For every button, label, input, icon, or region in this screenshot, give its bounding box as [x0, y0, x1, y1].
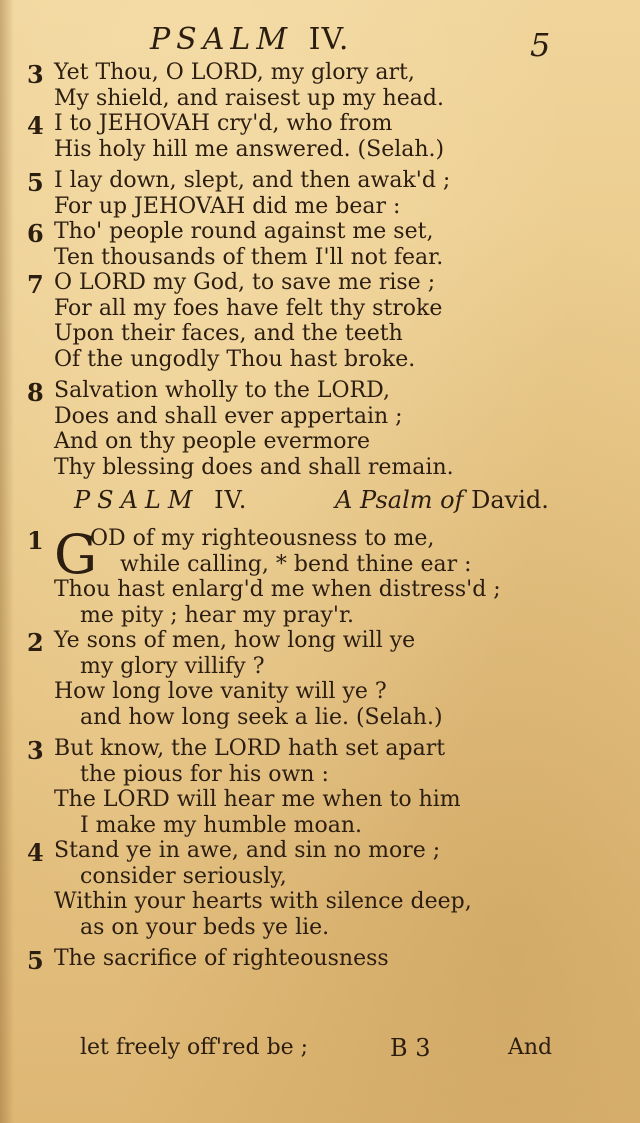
verse-line	[0, 270, 640, 299]
running-title: PSALM	[150, 22, 294, 57]
section-title	[74, 480, 247, 520]
verse-text: Thy blessing does and shall remain.	[54, 454, 454, 480]
verse-line	[0, 378, 640, 407]
verse-text: the pious for his own :	[80, 761, 329, 787]
verse-line	[0, 219, 640, 248]
verse-text: as on your beds ye lie.	[80, 914, 330, 940]
verse-text: Thou hast enlarg'd me when distress'd ;	[54, 577, 501, 602]
verse-text: Stand ye in awe, and sin no more ;	[54, 838, 441, 863]
verse-text: my glory villify ?	[80, 653, 265, 679]
verse-number: 5	[27, 168, 44, 197]
drop-cap: G	[54, 523, 98, 586]
running-number: IV.	[308, 22, 350, 57]
verse-text: I make my humble moan.	[80, 812, 363, 838]
verse-line	[0, 838, 640, 867]
verse-line	[0, 429, 640, 455]
section-title-word: PSALM	[74, 486, 200, 514]
verse-number: 8	[27, 378, 44, 407]
verse-number: 6	[27, 219, 44, 248]
verse-text: His holy hill me answered. (Selah.)	[54, 136, 445, 162]
verse-number: 3	[27, 60, 44, 89]
verse-text: I lay down, slept, and then awak'd ;	[54, 168, 451, 193]
verse-number: 5	[27, 946, 44, 975]
verse-line	[0, 168, 640, 197]
verse-text: But know, the LORD hath set apart	[54, 736, 446, 761]
verse-line	[0, 194, 640, 220]
verse-text: me pity ; hear my pray'r.	[80, 602, 355, 628]
verse-text: Of the ungodly Thou hast broke.	[54, 346, 416, 372]
verse-text: Tho' people round against me set,	[54, 219, 434, 244]
verse-text: How long love vanity will ye ?	[54, 679, 387, 704]
verse-line	[0, 813, 640, 839]
verse-text: O LORD my God, to save me rise ;	[54, 270, 436, 295]
catchword: And	[508, 1035, 553, 1060]
verse-line	[0, 736, 640, 765]
verse-line	[0, 404, 640, 430]
verse-line	[0, 86, 640, 112]
verse-text: And on thy people evermore	[54, 429, 371, 454]
subtitle-italic: A Psalm of	[335, 486, 464, 514]
verse-line	[0, 654, 640, 680]
verse-line	[0, 111, 640, 140]
verse-text: consider seriously,	[80, 863, 287, 889]
page-footer	[0, 1033, 640, 1063]
verse-text: The sacrifice of righteousness	[54, 946, 389, 971]
verse-number: 2	[27, 628, 44, 657]
verse-text: I to JEHOVAH cry'd, who from	[54, 111, 393, 136]
verse-line	[0, 552, 640, 578]
verse-number: 4	[27, 111, 44, 140]
verse-text: and how long seek a lie. (Selah.)	[80, 704, 443, 730]
subtitle-roman: David.	[471, 486, 549, 514]
verse-line	[0, 864, 640, 890]
verse-line	[0, 60, 640, 89]
verse-text: For up JEHOVAH did me bear :	[54, 193, 401, 219]
signature-mark: B 3	[390, 1034, 431, 1062]
section-number: IV.	[214, 486, 248, 514]
verse-line	[0, 296, 640, 322]
verse-text: Ye sons of men, how long will ye	[54, 628, 416, 653]
verse-line	[0, 787, 640, 813]
verse-line	[0, 321, 640, 347]
verse-text: while calling, * bend thine ear :	[120, 551, 472, 577]
verse-text: Yet Thou, O LORD, my glory art,	[54, 60, 415, 85]
verse-text: Within your hearts with silence deep,	[54, 889, 472, 914]
section-heading	[0, 480, 640, 520]
section-subtitle	[335, 480, 549, 520]
verse-line	[0, 946, 640, 975]
verse-text: Does and shall ever appertain ;	[54, 403, 403, 429]
verse-line	[0, 705, 640, 731]
verse-line	[0, 679, 640, 705]
page-header	[0, 20, 640, 64]
page-number: 5	[530, 26, 551, 64]
verse-line	[0, 245, 640, 271]
verse-text: My shield, and raisest up my head.	[54, 85, 444, 111]
verse-line	[0, 603, 640, 629]
verse-line	[0, 762, 640, 788]
verse-line	[0, 577, 640, 603]
verse-line	[0, 455, 640, 481]
verse-line	[0, 347, 640, 373]
verse-number: 3	[27, 736, 44, 765]
verse-text: Upon their faces, and the teeth	[54, 321, 403, 346]
verse-text: Salvation wholly to the LORD,	[54, 378, 390, 403]
verse-number: 1	[27, 526, 44, 555]
running-head	[150, 22, 349, 57]
verse-line	[0, 628, 640, 657]
verse-line	[0, 137, 640, 163]
verse-number: 4	[27, 838, 44, 867]
psalm-text	[0, 60, 640, 975]
verse-text: For all my foes have felt thy stroke	[54, 295, 443, 321]
verse-text: Ten thousands of them I'll not fear.	[54, 244, 444, 270]
verse-line	[0, 915, 640, 941]
verse-line	[0, 889, 640, 915]
verse-number: 7	[27, 270, 44, 299]
verse-text: let freely off'red be ;	[80, 1035, 309, 1060]
verse-text: OD of my righteousness to me,	[90, 526, 435, 551]
verse-text: The LORD will hear me when to him	[54, 787, 461, 812]
